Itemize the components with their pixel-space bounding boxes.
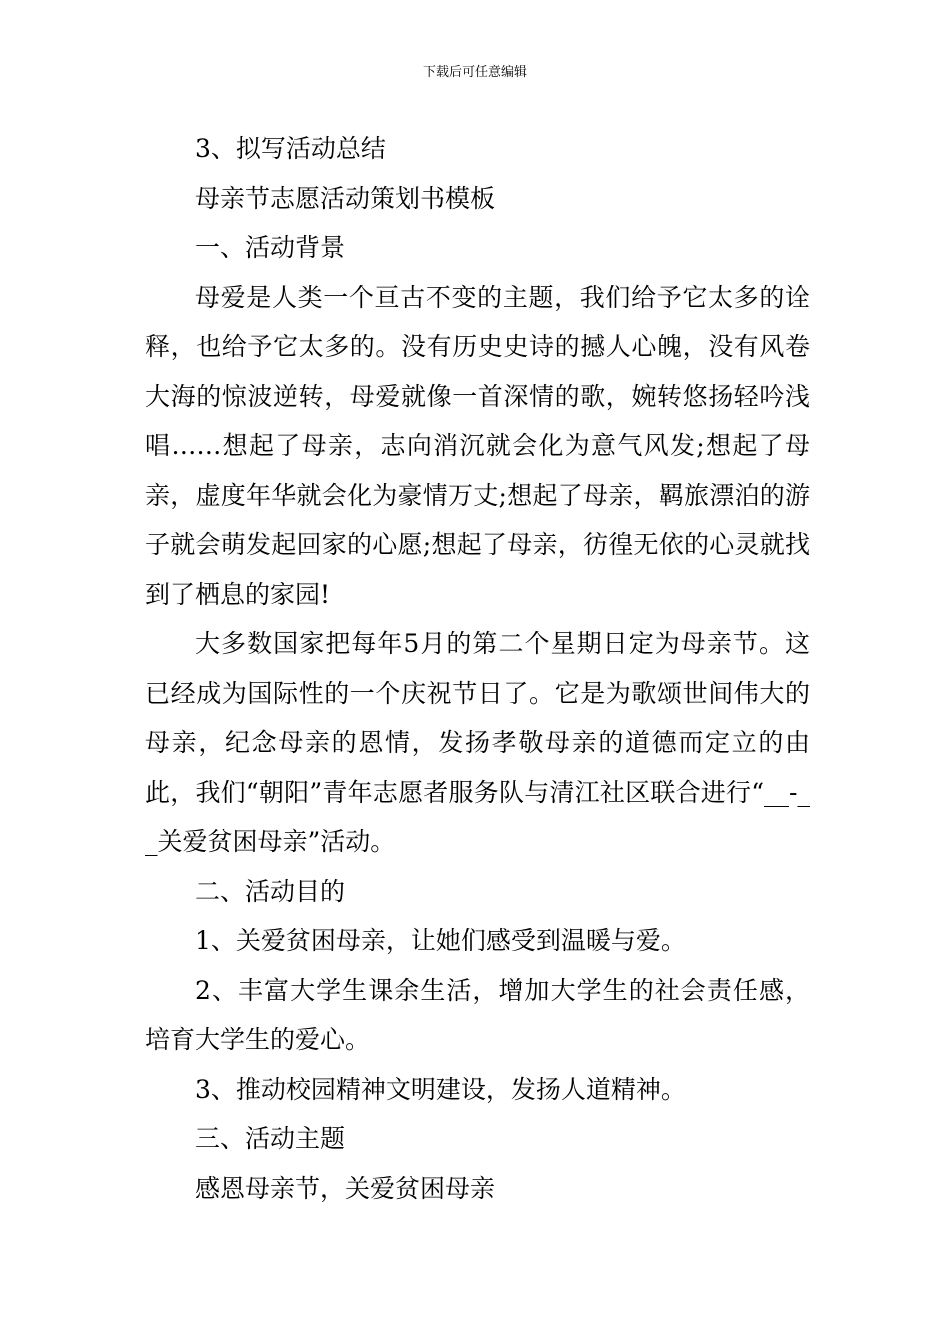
section-heading-theme: 三、活动主题: [195, 1124, 346, 1153]
list-item-write-summary: 3、拟写活动总结: [195, 134, 386, 163]
background-paragraph-1: 母爱是人类一个亘古不变的主题，我们给予它太多的诠释，也给予它太多的。没有历史史诗的撼人心魄，没有风卷大海的惊波逆转，母爱就像一首深情的歌，婉转悠扬轻吟浅唱……想起了母亲，志向消沉就会化为意气风发;想起了母亲，虚度年华就会化为豪情万丈;想起了母亲，羁旅漂泊的游子就会萌发起回家的心愿;想起了母亲，彷徨无依的心灵就找到了栖息的家园!: [145, 282, 810, 609]
section-heading-background: 一、活动背景: [195, 233, 346, 262]
document-body: [145, 124, 810, 1213]
page-header: 下载后可任意编辑: [422, 65, 527, 80]
theme-text: 感恩母亲节，关爱贫困母亲: [195, 1173, 496, 1203]
section-heading-purpose: 二、活动目的: [195, 876, 346, 906]
purpose-item-2: 2、丰富大学生课余生活，增加大学生的社会责任感，培育大学生的爱心。: [145, 975, 810, 1054]
background-paragraph-2: 大多数国家把每年5月的第二个星期日定为母亲节。这已经成为国际性的一个庆祝节日了。它是为歌颂世间伟大的母亲，纪念母亲的恩情，发扬孝敬母亲的道德而定立的由此，我们“朝阳”青年志愿者服务队与清江社区联合进行“__-__关爱贫困母亲”活动。: [145, 629, 810, 856]
purpose-item-1: 1、关爱贫困母亲，让她们感受到温暖与爱。: [195, 926, 686, 955]
purpose-item-3: 3、推动校园精神文明建设，发扬人道精神。: [195, 1074, 686, 1104]
document-title: 母亲节志愿活动策划书模板: [195, 183, 496, 213]
